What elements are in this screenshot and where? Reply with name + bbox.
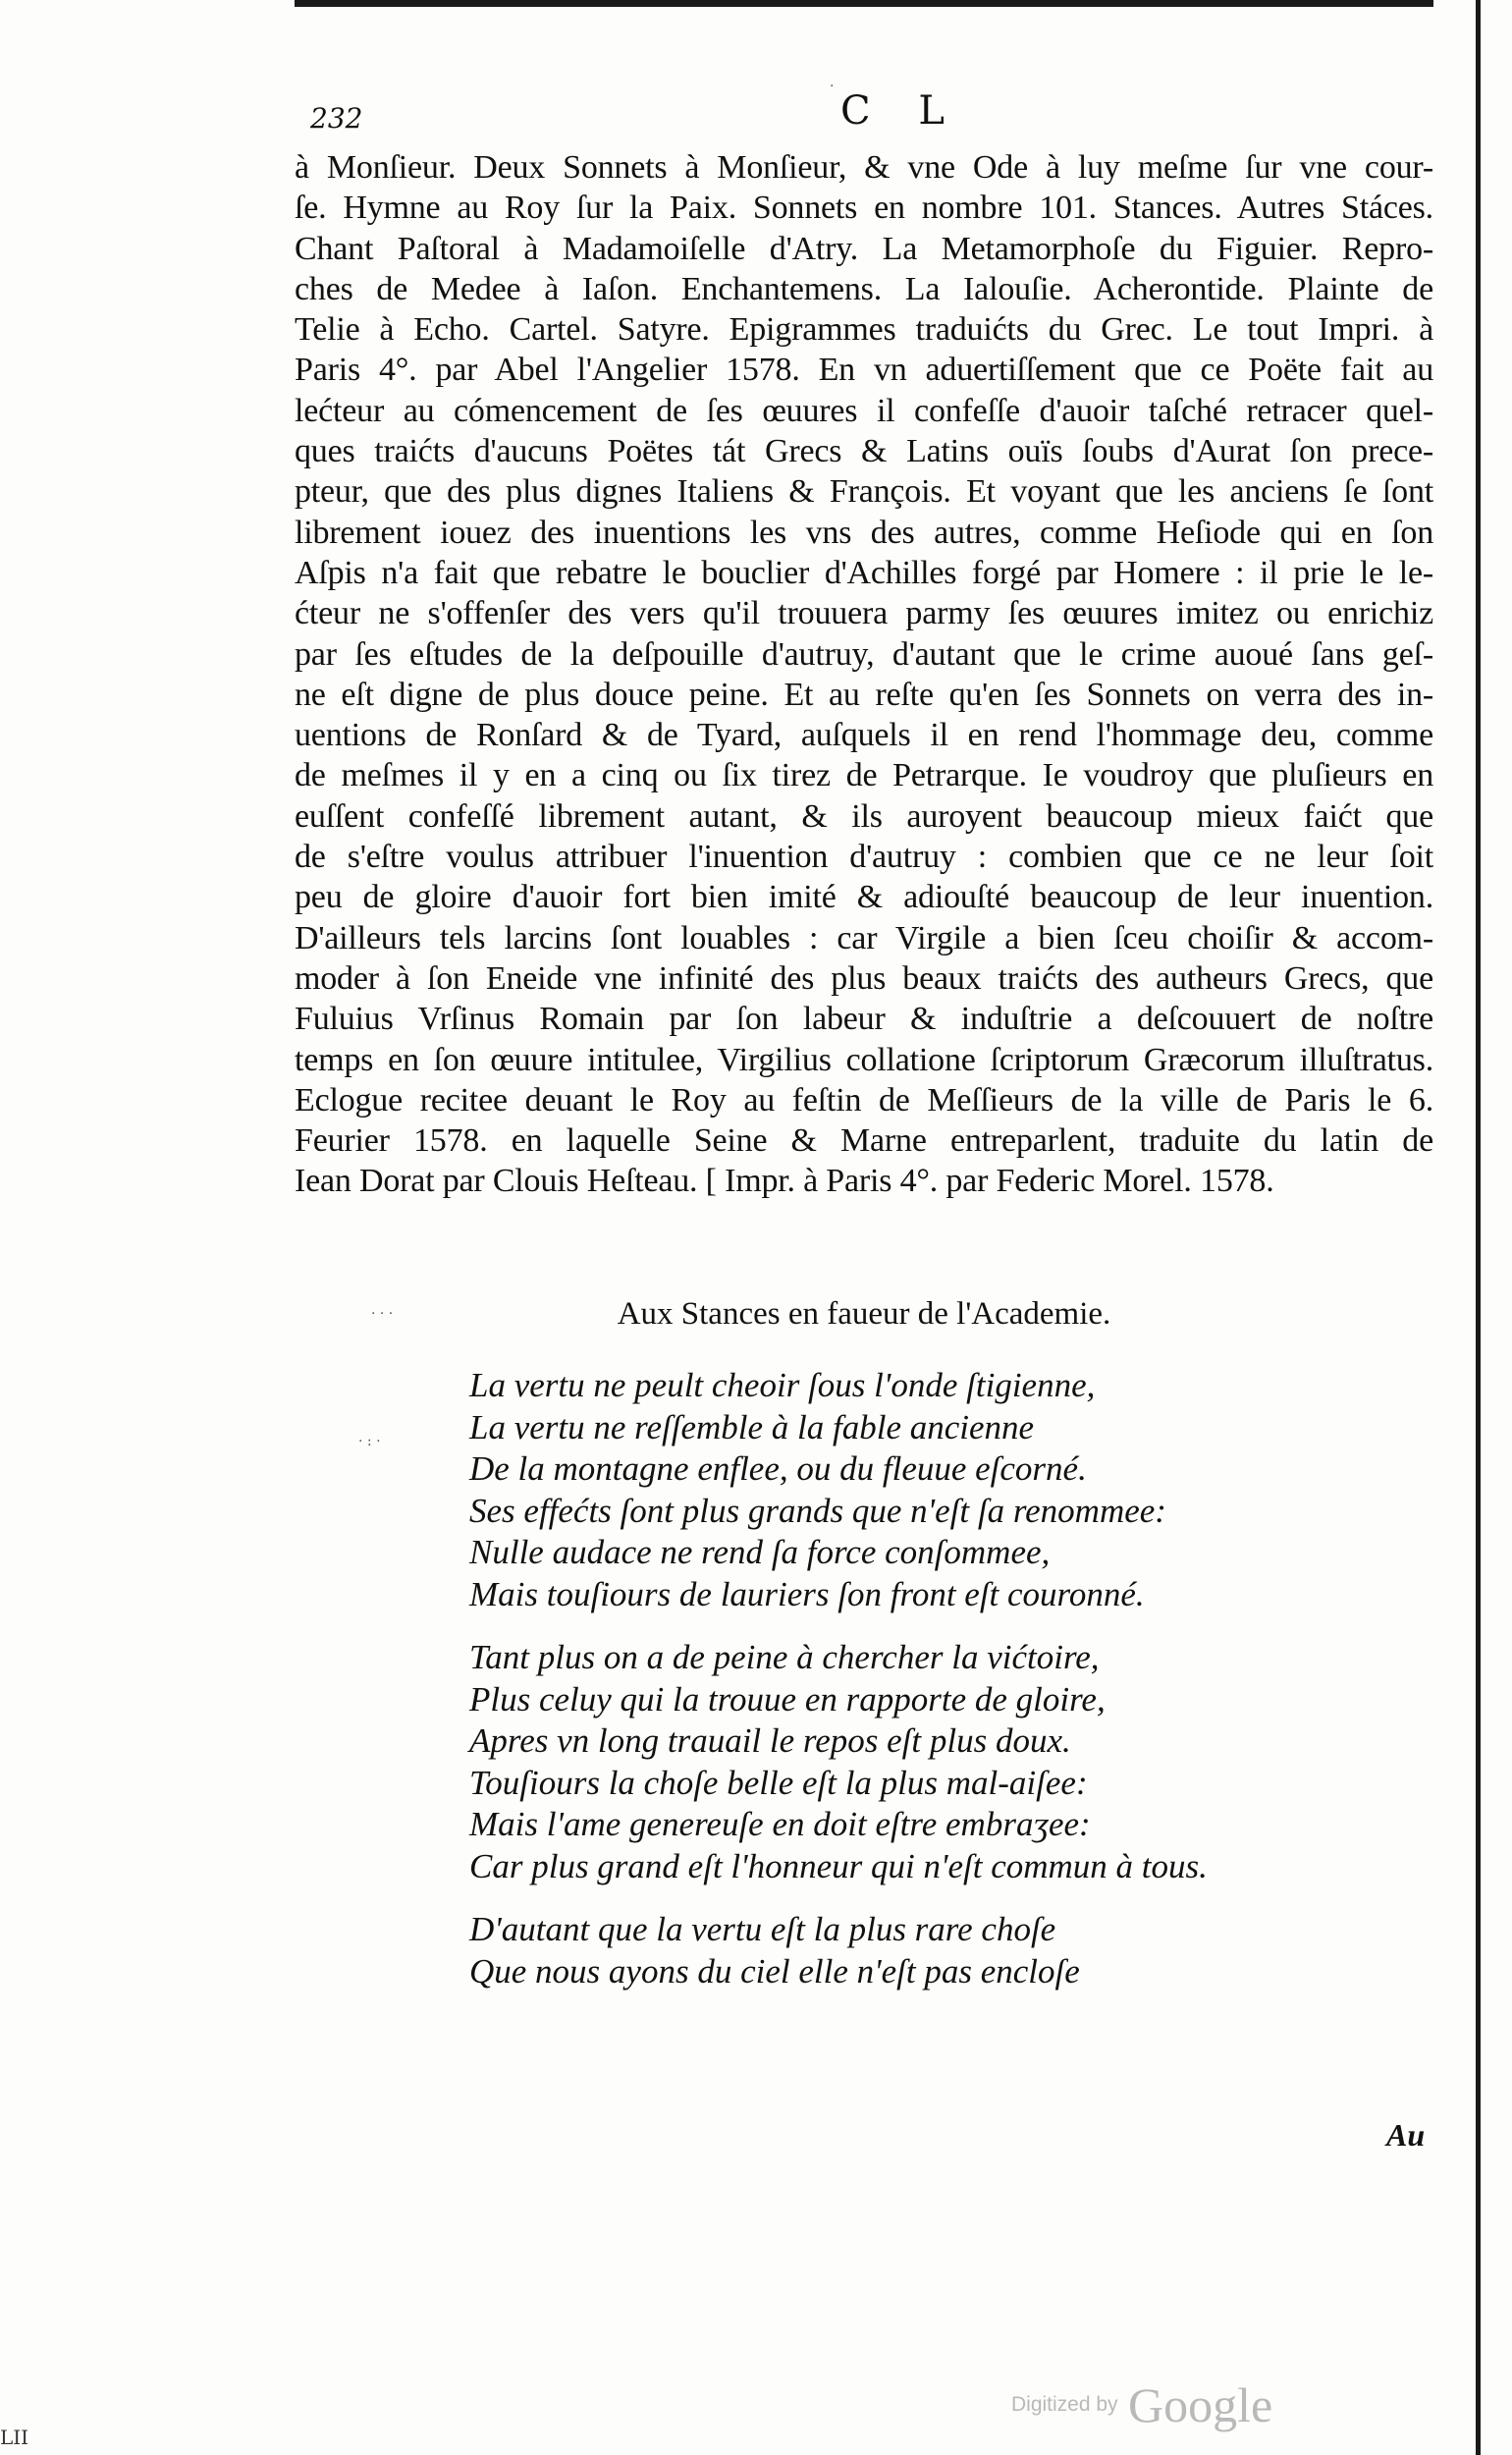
stanza xyxy=(469,1909,1392,1992)
google-logo: Google xyxy=(1128,2377,1273,2432)
text-line: à Monſieur. Deux Sonnets à Monſieur, & vne Ode à luy meſme ſur vne cour- xyxy=(295,149,1433,186)
verse-line: Mais l'ame genereuſe en doit eſtre embraʒee: xyxy=(469,1805,1091,1843)
text-line: de s'eſtre voulus attribuer l'inuention d'autruy : combien que ce ne leur ſoit xyxy=(295,839,1433,876)
verse-line: La vertu ne reſſemble à la fable ancienne xyxy=(469,1407,1035,1446)
text-line: Telie à Echo. Cartel. Satyre. Epigrammes traduićts du Grec. Le tout Impri. à xyxy=(295,311,1433,349)
verse-line: De la montagne enflee, ou du fleuue eſcorné. xyxy=(469,1449,1087,1488)
text-line: ches de Medee à Iaſon. Enchantemens. La Ialouſie. Acherontide. Plainte de xyxy=(295,270,1433,307)
verse-line: Car plus grand eſt l'honneur qui n'eſt commun à tous. xyxy=(469,1846,1208,1885)
body-paragraph xyxy=(295,147,1433,1202)
text-line: Feurier 1578. en laquelle Seine & Marne entreparlent, traduite du latin de xyxy=(295,1122,1433,1160)
page-number: 232 xyxy=(310,102,363,135)
text-line: Chant Paſtoral à Madamoiſelle d'Atry. La Metamorphoſe du Figuier. Repro- xyxy=(295,230,1433,267)
text-line: moder à ſon Eneide vne infinité des plus beaux traićts des autheurs Grecs, que xyxy=(295,959,1433,997)
text-line: par ſes eſtudes de la deſpouille d'autruy, d'autant que le crime auoué ſans geſ- xyxy=(295,635,1433,673)
text-line: Iean Dorat par Clouis Heſteau. [ Impr. à Paris 4°. par Federic Morel. 1578. xyxy=(295,1163,1274,1200)
ink-speck: · : · xyxy=(358,1434,381,1449)
ink-speck: · · · xyxy=(371,1306,394,1322)
text-line: Paris 4°. par Abel l'Angelier 1578. En vn aduertiſſement que ce Poëte fait au xyxy=(295,352,1433,389)
right-border-rule xyxy=(1476,0,1481,2455)
text-line: temps en ſon œuure intitulee, Virgilius collatione ſcriptorum Græcorum illuſtratus. xyxy=(295,1041,1433,1078)
text-line: ques traićts d'aucuns Poëtes tát Grecs & Latins ouïs ſoubs d'Aurat ſon prece- xyxy=(295,433,1433,470)
verse-line: Apres vn long trauail le repos eſt plus doux. xyxy=(469,1721,1071,1760)
digitization-watermark xyxy=(1011,2376,1272,2433)
text-line: ne eſt digne de plus douce peine. Et au reſte qu'en ſes Sonnets on verra des in- xyxy=(295,676,1433,713)
verse-line: Tant plus on a de peine à chercher la vićtoire, xyxy=(469,1638,1100,1676)
verse-line: Nulle audace ne rend ſa force conſommee, xyxy=(469,1533,1051,1571)
text-line: Fuluius Vrſinus Romain par ſon labeur & induſtrie a deſcouuert de noſtre xyxy=(295,1001,1433,1038)
corner-mark: LII xyxy=(0,2426,29,2449)
section-heading: Aux Stances en faueur de l'Academie. xyxy=(617,1296,1111,1332)
text-line: uentions de Ronſard & de Tyard, auſquels il en rend l'hommage deu, comme xyxy=(295,717,1433,754)
text-line: librement iouez des inuentions les vns des autres, comme Heſiode qui en ſon xyxy=(295,514,1433,551)
text-line: lećteur au cómencement de ſes œuures il confeſſe d'auoir taſché retracer quel- xyxy=(295,392,1433,429)
text-line: de meſmes il y en a cinq ou ſix tirez de Petrarque. Ie voudroy que pluſieurs en xyxy=(295,757,1433,794)
verse-line: D'autant que la vertu eſt la plus rare choſe xyxy=(469,1910,1056,1948)
running-head: C L xyxy=(840,88,962,134)
verse-line: Ses effećts ſont plus grands que n'eſt ſa renommee: xyxy=(469,1491,1166,1530)
text-line: Eclogue recitee deuant le Roy au feſtin de Meſſieurs de la ville de Paris le 6. xyxy=(295,1081,1433,1118)
text-line: Aſpis n'a fait que rebatre le bouclier d'Achilles forgé par Homere : il prie le le- xyxy=(295,554,1433,591)
verse-line: La vertu ne peult cheoir ſous l'onde ſtigienne, xyxy=(469,1366,1096,1404)
verse-line: Plus celuy qui la trouue en rapporte de gloire, xyxy=(469,1679,1106,1718)
verse-line: Mais touſiours de lauriers ſon front eſt couronné. xyxy=(469,1574,1145,1613)
text-line: ćteur ne s'offenſer des vers qu'il trouuera parmy ſes œuures imitez ou enrichiz xyxy=(295,595,1433,632)
text-line: peu de gloire d'auoir fort bien imité & adiouſté beaucoup de leur inuention. xyxy=(295,879,1433,916)
verse-line: Que nous ayons du ciel elle n'eſt pas encloſe xyxy=(469,1951,1080,1991)
text-line: pteur, que des plus dignes Italiens & François. Et voyant que les anciens ſe ſont xyxy=(295,473,1433,511)
text-line: euſſent confeſſé librement autant, & ils auroyent beaucoup mieux faićt que xyxy=(295,797,1433,835)
watermark-prefix: Digitized by xyxy=(1011,2393,1118,2416)
text-line: D'ailleurs tels larcins ſont louables : car Virgile a bien ſceu choiſir & accom- xyxy=(295,919,1433,956)
stanza xyxy=(469,1637,1392,1887)
verse-line: Touſiours la choſe belle eſt la plus mal-aiſee: xyxy=(469,1763,1088,1802)
page-header xyxy=(310,88,1430,137)
ink-speck: · xyxy=(830,79,835,94)
verse-block xyxy=(469,1365,1392,2014)
top-border-rule xyxy=(295,0,1433,7)
catchword: Au xyxy=(1386,2117,1426,2153)
stanza xyxy=(469,1365,1392,1615)
text-line: ſe. Hymne au Roy ſur la Paix. Sonnets en nombre 101. Stances. Autres Stáces. xyxy=(295,190,1433,227)
